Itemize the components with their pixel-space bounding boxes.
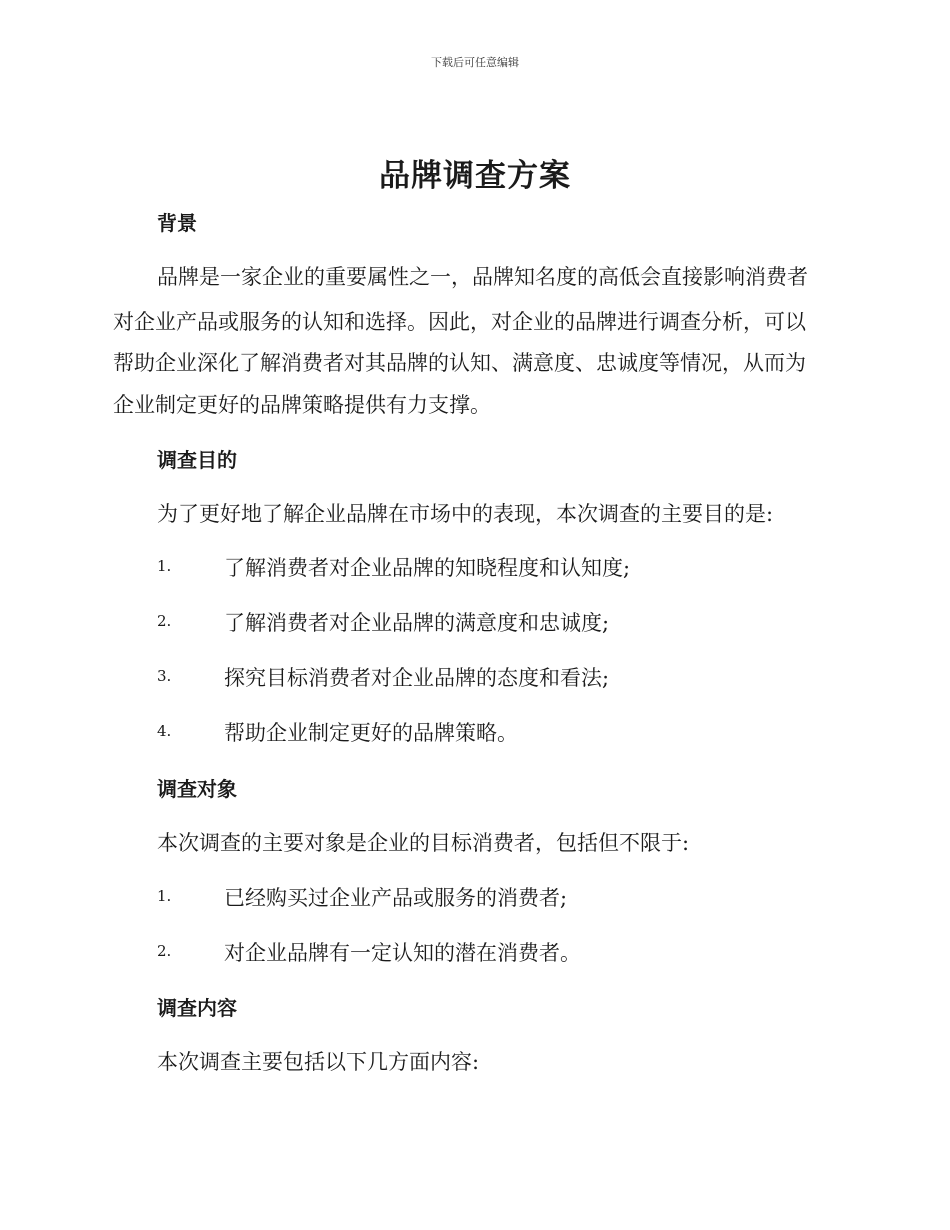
paragraph-line: 对企业产品或服务的认知和选择。因此，对企业的品牌进行调查分析，可以: [113, 310, 806, 334]
list-number: 4.: [157, 722, 172, 740]
section-heading-purpose: 调查目的: [157, 448, 237, 472]
paragraph-line: 本次调查主要包括以下几方面内容:: [157, 1050, 480, 1074]
section-heading-target: 调查对象: [157, 777, 237, 801]
paragraph-line: 本次调查的主要对象是企业的目标消费者，包括但不限于:: [157, 831, 690, 855]
paragraph-line: 品牌是一家企业的重要属性之一，品牌知名度的高低会直接影响消费者: [157, 265, 808, 289]
header-note: 下载后可任意编辑: [431, 56, 519, 69]
list-item: 探究目标消费者对企业品牌的态度和看法;: [224, 666, 610, 690]
list-number: 1.: [157, 887, 172, 905]
list-number: 2.: [157, 612, 172, 630]
list-item: 已经购买过企业产品或服务的消费者;: [224, 886, 568, 910]
list-number: 2.: [157, 942, 172, 960]
list-item: 帮助企业制定更好的品牌策略。: [224, 721, 518, 745]
list-item: 了解消费者对企业品牌的满意度和忠诚度;: [224, 611, 610, 635]
section-heading-content: 调查内容: [157, 996, 237, 1020]
list-item: 了解消费者对企业品牌的知晓程度和认知度;: [224, 556, 631, 580]
document-title: 品牌调查方案: [379, 158, 571, 194]
paragraph-line: 为了更好地了解企业品牌在市场中的表现，本次调查的主要目的是:: [157, 502, 774, 526]
list-number: 3.: [157, 667, 172, 685]
section-heading-background: 背景: [157, 211, 197, 235]
list-number: 1.: [157, 557, 172, 575]
paragraph-line: 企业制定更好的品牌策略提供有力支撑。: [113, 393, 491, 417]
paragraph-line: 帮助企业深化了解消费者对其品牌的认知、满意度、忠诚度等情况，从而为: [113, 351, 806, 375]
list-item: 对企业品牌有一定认知的潜在消费者。: [224, 941, 581, 965]
